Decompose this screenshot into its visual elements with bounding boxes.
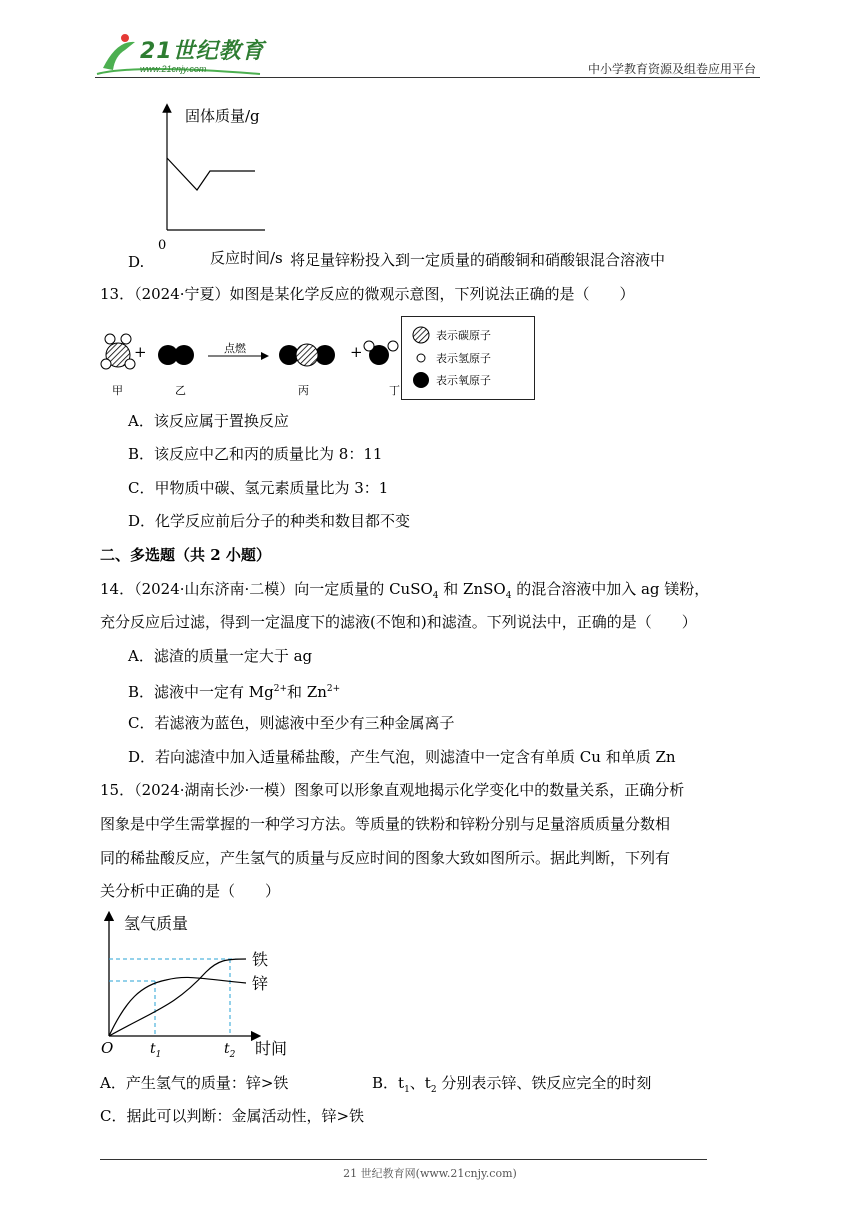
q15-stem-line4: 关分析中正确的是（ ） (100, 882, 281, 900)
chart-tick-t2: $t_2$ (224, 1041, 236, 1060)
chart-tick-t1: $t_1$ (150, 1041, 162, 1060)
header-divider (95, 77, 760, 78)
plus-sign-2: + (350, 343, 363, 361)
zinc-line (109, 977, 246, 1036)
footer-text: 21 世纪教育网(www.21cnjy.com) (343, 1167, 517, 1180)
q13-option-c: C．甲物质中碳、氢元素质量比为 3：1 (128, 479, 389, 497)
q13-option-a: A．该反应属于置换反应 (128, 412, 289, 430)
chart-legend-iron: 铁 (252, 950, 269, 969)
chart-origin: O (101, 1039, 114, 1057)
iron-line (109, 959, 246, 1036)
label-bing: 丙 (298, 384, 309, 397)
methane-molecule (101, 334, 135, 369)
header-platform-name: 中小学教育资源及组卷应用平台 (587, 62, 756, 76)
legend-hydrogen (412, 349, 491, 367)
q13-stem: 13．（2024·宁夏）如图是某化学反应的微观示意图，下列说法正确的是（ ） (100, 285, 635, 303)
option-letter-d: D. (128, 253, 145, 271)
q14-option-c: C．若滤液为蓝色，则滤液中至少有三种金属离子 (128, 714, 455, 732)
legend-oxygen-label: 表示氧原子 (436, 374, 491, 387)
legend-oxygen (412, 371, 491, 389)
reaction-diagram (96, 330, 406, 400)
atom-legend (401, 316, 535, 400)
chart-ylabel: 氢气质量 (124, 914, 189, 933)
q15-option-a: A．产生氢气的质量：锌>铁 (100, 1074, 289, 1092)
q13-option-d: D．化学反应前后分子的种类和数目都不变 (128, 512, 411, 530)
label-ding: 丁 (389, 384, 400, 397)
legend-carbon (412, 326, 491, 344)
q14-option-d: D．若向滤渣中加入适量稀盐酸，产生气泡，则滤渣中一定含有单质 Cu 和单质 Zn (128, 748, 676, 766)
footer-divider (100, 1159, 707, 1160)
logo-text: 21世纪教育 (140, 39, 265, 64)
q14-option-b: B．滤液中一定有 $Mg^{2+}$和 $Zn^{2+}$ (128, 683, 341, 701)
q14-stem-line2: 充分反应后过滤，得到一定温度下的滤液(不饱和)和滤渣。下列说法中，正确的是（ ） (100, 613, 697, 631)
legend-carbon-label: 表示碳原子 (436, 329, 491, 342)
chart-xlabel: 时间 (255, 1039, 288, 1058)
legend-hydrogen-label: 表示氢原子 (436, 352, 491, 365)
label-jia: 甲 (112, 384, 123, 397)
graph-origin: 0 (158, 238, 167, 253)
water-molecule (364, 341, 398, 365)
chart-legend-zinc: 锌 (252, 974, 269, 993)
q15-option-c: C．据此可以判断：金属活动性，锌>铁 (100, 1107, 365, 1125)
q13-option-b: B．该反应中乙和丙的质量比为 8：11 (128, 445, 383, 463)
oxygen-atom-icon (412, 371, 430, 389)
graph-ylabel: 固体质量/g (185, 107, 260, 125)
graph-xlabel: 反应时间/s (210, 249, 283, 267)
q15-stem-line3: 同的稀盐酸反应，产生氢气的质量与反应时间的图象大致如图所示。据此判断，下列有 (100, 849, 671, 867)
q15-stem-line2: 图象是中学生需掌握的一种学习方法。等质量的铁粉和锌粉分别与足量溶质质量分数相 (100, 815, 671, 833)
hydrogen-atom-icon (412, 349, 430, 367)
q15-stem-line1: 15．（2024·湖南长沙·一模）图象可以形象直观地揭示化学变化中的数量关系，正确分析 (100, 781, 685, 799)
q15-option-b: B．$t_1$、$t_2$ 分别表示锌、铁反应完全的时刻 (372, 1074, 652, 1095)
solid-mass-line (167, 158, 255, 190)
q14-stem-line1: 14．（2024·山东济南·二模）向一定质量的 CuSO$_4$ 和 ZnSO$_4$ 的混合溶液中加入 ag 镁粉， (100, 580, 710, 601)
carbon-dioxide-molecule (279, 344, 335, 366)
carbon-atom-icon (412, 326, 430, 344)
section-heading: 二、多选题（共 2 小题） (100, 546, 271, 564)
label-yi: 乙 (175, 384, 186, 397)
arrow-label: 点燃 (224, 342, 246, 355)
plus-sign-1: + (134, 343, 147, 361)
option-d-text: 将足量锌粉投入到一定质量的硝酸铜和硝酸银混合溶液中 (290, 251, 666, 269)
logo-url: www.21cnjy.com (140, 64, 207, 74)
oxygen-molecule (158, 345, 194, 365)
q14-option-a: A．滤渣的质量一定大于 ag (128, 647, 313, 665)
